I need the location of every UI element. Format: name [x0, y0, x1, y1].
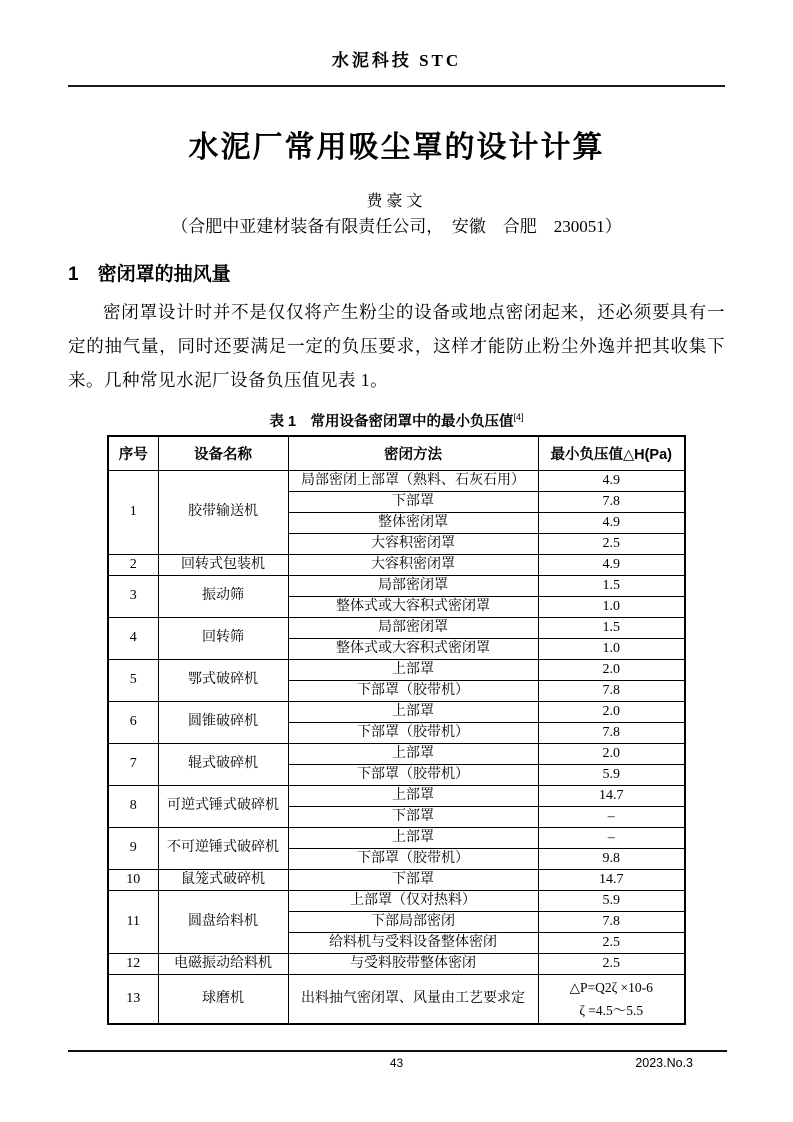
cell-seal-method: 下部罩 — [288, 806, 538, 827]
cell-seal-method: 局部密闭罩 — [288, 617, 538, 638]
cell-equipment-name: 回转式包装机 — [158, 554, 288, 575]
table-row — [108, 827, 685, 848]
cell-equipment-name: 圆锥破碎机 — [158, 701, 288, 743]
cell-seq-number: 3 — [108, 575, 158, 617]
formula-line: ζ =4.5～5.5 — [579, 1002, 644, 1018]
cell-equipment-name: 鄂式破碎机 — [158, 659, 288, 701]
cell-seq-number: 8 — [108, 785, 158, 827]
cell-pressure-value: – — [538, 827, 685, 848]
cell-pressure-value: 2.0 — [538, 701, 685, 722]
cell-seal-method: 下部局部密闭 — [288, 911, 538, 932]
column-header-method: 密闭方法 — [288, 436, 538, 471]
cell-seal-method: 上部罩 — [288, 827, 538, 848]
cell-seal-method: 下部罩（胶带机） — [288, 680, 538, 701]
table-row — [108, 743, 685, 764]
cell-pressure-value: 2.5 — [538, 932, 685, 953]
table-row — [108, 785, 685, 806]
cell-seq-number: 7 — [108, 743, 158, 785]
cell-pressure-value: 4.9 — [538, 470, 685, 491]
cell-seal-method: 下部罩（胶带机） — [288, 764, 538, 785]
cell-seal-method: 整体式或大容积式密闭罩 — [288, 596, 538, 617]
article-affiliation: （合肥中亚建材装备有限责任公司， 安徽 合肥 230051） — [171, 217, 622, 236]
cell-seq-number: 13 — [108, 974, 158, 1024]
cell-seq-number: 9 — [108, 827, 158, 869]
column-header-seq: 序号 — [108, 436, 158, 471]
table-row — [108, 953, 685, 974]
cell-pressure-value: 1.0 — [538, 638, 685, 659]
cell-seq-number: 1 — [108, 470, 158, 554]
table-caption-title: 常用设备密闭罩中的最小负压值 — [310, 413, 514, 430]
formula-line: △P=Q2ζ ×10-6 — [569, 979, 653, 995]
cell-pressure-value: 5.9 — [538, 764, 685, 785]
cell-pressure-value: 7.8 — [538, 911, 685, 932]
cell-seq-number: 11 — [108, 890, 158, 953]
cell-seal-method: 与受料胶带整体密闭 — [288, 953, 538, 974]
issue-number: 2023.No.3 — [635, 1056, 693, 1070]
cell-seq-number: 6 — [108, 701, 158, 743]
cell-equipment-name: 鼠笼式破碎机 — [158, 869, 288, 890]
section-heading: 1 密闭罩的抽风量 — [68, 264, 231, 285]
cell-seal-method: 整体式或大容积式密闭罩 — [288, 638, 538, 659]
cell-pressure-value: 1.5 — [538, 617, 685, 638]
cell-pressure-value: 1.5 — [538, 575, 685, 596]
page-number: 43 — [389, 1056, 404, 1070]
cell-pressure-value: 4.9 — [538, 554, 685, 575]
table-caption — [0, 407, 793, 432]
table-row — [108, 554, 685, 575]
cell-seal-method: 下部罩 — [288, 491, 538, 512]
cell-seal-method: 下部罩（胶带机） — [288, 848, 538, 869]
cell-seal-method: 出料抽气密闭罩、风量由工艺要求定 — [288, 974, 538, 1024]
cell-equipment-name: 振动筛 — [158, 575, 288, 617]
cell-seal-method: 局部密闭上部罩（熟料、石灰石用） — [288, 470, 538, 491]
cell-seal-method: 大容积密闭罩 — [288, 554, 538, 575]
cell-pressure-value: 1.0 — [538, 596, 685, 617]
column-header-value: 最小负压值△H(Pa) — [538, 436, 685, 471]
cell-pressure-value: 2.5 — [538, 533, 685, 554]
cell-pressure-value: 14.7 — [538, 869, 685, 890]
cell-seq-number: 12 — [108, 953, 158, 974]
journal-header-title: 水泥科技 STC — [331, 51, 462, 70]
cell-equipment-name: 不可逆锤式破碎机 — [158, 827, 288, 869]
cell-pressure-value: – — [538, 806, 685, 827]
cell-pressure-value: 2.5 — [538, 953, 685, 974]
cell-seq-number: 4 — [108, 617, 158, 659]
cell-seal-method: 上部罩 — [288, 743, 538, 764]
cell-seal-method: 给料机与受料设备整体密闭 — [288, 932, 538, 953]
cell-seq-number: 5 — [108, 659, 158, 701]
cell-seal-method: 上部罩 — [288, 701, 538, 722]
cell-pressure-value: 4.9 — [538, 512, 685, 533]
table-row — [108, 575, 685, 596]
cell-equipment-name: 电磁振动给料机 — [158, 953, 288, 974]
cell-seal-method: 下部罩 — [288, 869, 538, 890]
table-header-row — [108, 436, 685, 471]
article-title: 水泥厂常用吸尘罩的设计计算 — [188, 131, 605, 164]
cell-equipment-name: 圆盘给料机 — [158, 890, 288, 953]
cell-seal-method: 上部罩 — [288, 659, 538, 680]
min-pressure-table — [107, 435, 686, 1025]
column-header-equipment: 设备名称 — [158, 436, 288, 471]
cell-seal-method: 上部罩 — [288, 785, 538, 806]
cell-pressure-value: 5.9 — [538, 890, 685, 911]
table-row — [108, 890, 685, 911]
table-row — [108, 617, 685, 638]
cell-pressure-value: 2.0 — [538, 743, 685, 764]
cell-pressure-value — [538, 974, 685, 1024]
header-rule — [68, 85, 725, 87]
cell-pressure-value: 7.8 — [538, 680, 685, 701]
cell-seal-method: 下部罩（胶带机） — [288, 722, 538, 743]
cell-equipment-name: 回转筛 — [158, 617, 288, 659]
table-row — [108, 659, 685, 680]
table-row — [108, 974, 685, 1024]
cell-seal-method: 大容积密闭罩 — [288, 533, 538, 554]
cell-seal-method: 上部罩（仅对热料） — [288, 890, 538, 911]
cell-equipment-name: 胶带输送机 — [158, 470, 288, 554]
cell-pressure-value: 14.7 — [538, 785, 685, 806]
table-row — [108, 869, 685, 890]
cell-pressure-value: 2.0 — [538, 659, 685, 680]
cell-seal-method: 整体密闭罩 — [288, 512, 538, 533]
body-paragraph: 密闭罩设计时并不是仅仅将产生粉尘的设备或地点密闭起来，还必须要具有一定的抽气量，同时还要满足一定的负压要求，这样才能防止粉尘外逸并把其收集下来。几种常见水泥厂设备负压值见表 1。 — [68, 302, 725, 390]
cell-seq-number: 10 — [108, 869, 158, 890]
cell-seq-number: 2 — [108, 554, 158, 575]
table-caption-label: 表 1 — [269, 413, 297, 430]
cell-pressure-value: 7.8 — [538, 722, 685, 743]
footer-rule — [68, 1050, 727, 1052]
table-row — [108, 470, 685, 491]
cell-equipment-name: 球磨机 — [158, 974, 288, 1024]
cell-equipment-name: 辊式破碎机 — [158, 743, 288, 785]
cell-pressure-value: 7.8 — [538, 491, 685, 512]
cell-seal-method: 局部密闭罩 — [288, 575, 538, 596]
table-row — [108, 701, 685, 722]
cell-pressure-value: 9.8 — [538, 848, 685, 869]
article-author: 费豪文 — [366, 193, 427, 210]
cell-equipment-name: 可逆式锤式破碎机 — [158, 785, 288, 827]
table-caption-reference: [4] — [513, 412, 524, 422]
